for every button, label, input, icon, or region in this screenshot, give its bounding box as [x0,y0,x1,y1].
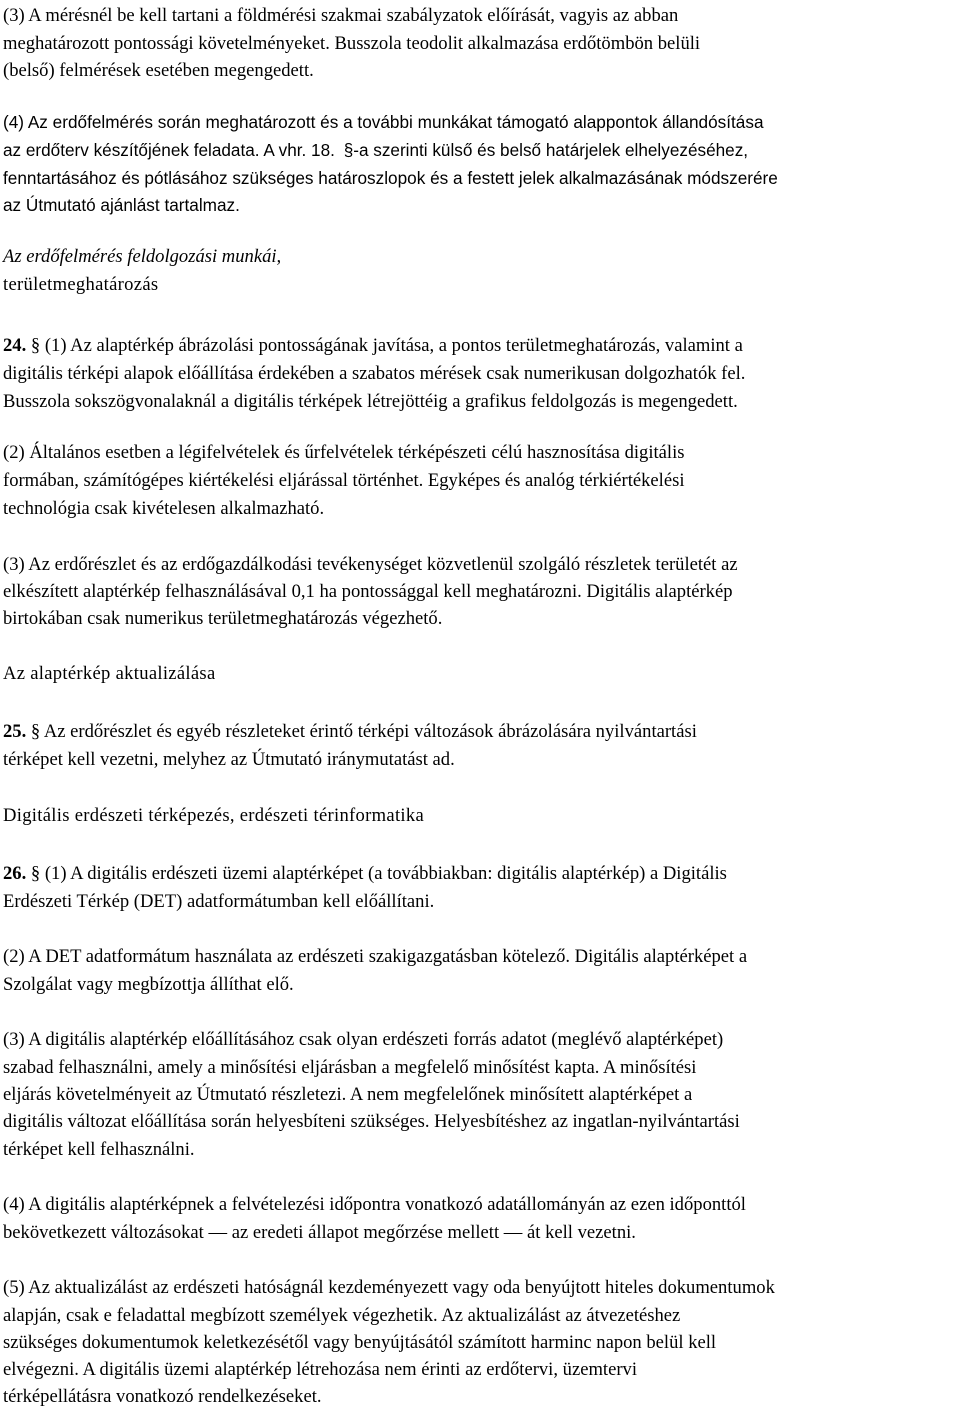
text-line: (3) A digitális alaptérkép előállításához csak olyan erdészeti forrás adatot (meglévő alaptérképet) [3,1029,724,1050]
text-line: bekövetkezett változásokat — az eredeti állapot megőrzése mellett — át kell vezetni. [3,1222,636,1243]
section-heading-digital: Digitális erdészeti térképezés, erdészeti térinformatika [3,805,425,826]
text-line: (2) Általános esetben a légifelvételek és űrfelvételek térképészeti célú hasznosítása digitális [3,442,685,463]
text-line: Szolgálat vagy megbízottja állíthat elő. [3,974,294,995]
text-line: (belső) felmérések esetében megengedett. [3,60,314,81]
text-line: (2) A DET adatformátum használata az erdészeti szakigazgatásban kötelező. Digitális alaptérképet a [3,946,748,967]
section-number: 25. [3,721,27,742]
text-line: fenntartásához és pótlásához szükséges határoszlopok és a festett jelek alkalmazásának módszerére [3,168,778,188]
text-fragment: §-a szerinti külső és belső határjelek elhelyezéséhez, [343,140,749,160]
text-line [3,137,960,165]
text-line: technológia csak kivételesen alkalmazható. [3,498,325,519]
text-line: (3) A mérésnél be kell tartani a földmérési szakmai szabályzatok előírását, vagyis az abban [3,5,679,26]
text-line: térképet kell vezetni, melyhez az Útmutató iránymutatást ad. [3,749,455,770]
text-line: (5) Az aktualizálást az erdészeti hatóságnál kezdeményezett vagy oda benyújtott hiteles dokumentumok [3,1277,775,1298]
heading-line: területmeghatározás [3,274,159,295]
text-line [3,332,743,360]
text-fragment: § (1) Az alaptérkép ábrázolási pontosságának javítása, a pontos területmeghatározás, valamint a [30,335,743,356]
text-line: szükséges dokumentumok keletkezésétől vagy benyújtásától számított harminc napon belül kell [3,1332,717,1353]
text-line: szabad felhasználni, amely a minősítési eljárásban a megfelelő minősítést kapta. A minősítési [3,1057,697,1078]
text-line: eljárás követelményeit az Útmutató részletezi. A nem megfelelőnek minősített alaptérképet a [3,1084,693,1105]
text-line [3,860,727,888]
text-line: formában, számítógépes kiértékelési eljárással történhet. Egyképes és analóg térkiértékelési [3,470,685,491]
text-line: alapján, csak e feladattal megbízott személyek végezhetik. Az aktualizálást az átvezetéshez [3,1305,681,1326]
section-number: 26. [3,863,27,884]
section-number: 24. [3,335,27,356]
text-line: Busszola sokszögvonalaknál a digitális térképek létrejöttéig a grafikus feldolgozás is megengedett. [3,391,738,412]
text-line: térképellátásra vonatkozó rendelkezéseket. [3,1386,322,1407]
text-fragment: az erdőterv készítőjének feladata. A vhr. 18. [3,140,335,160]
text-fragment: § Az erdőrészlet és egyéb részleteket érintő térképi változások ábrázolására nyilvántartási [30,721,697,742]
text-line: (3) Az erdőrészlet és az erdőgazdálkodási tevékenységet közvetlenül szolgáló részletek területét az [3,554,738,575]
heading-line: Az erdőfelmérés feldolgozási munkái, [3,246,282,267]
text-fragment: § (1) A digitális erdészeti üzemi alaptérképet (a továbbiakban: digitális alaptérkép) a Digitális [30,863,727,884]
text-line: (4) A digitális alaptérképnek a felvételezési időpontra vonatkozó adatállományán az ezen időponttól [3,1194,746,1215]
text-line: térképet kell felhasználni. [3,1139,195,1160]
text-line: az Útmutató ajánlást tartalmaz. [3,195,240,215]
section-heading-update: Az alaptérkép aktualizálása [3,663,216,684]
text-line: digitális változat előállítása során helyesbíteni szükséges. Helyesbítéshez az ingatlan-nyilvántartási [3,1111,740,1132]
text-line: meghatározott pontossági követelményeket. Busszola teodolit alkalmazása erdőtömbön belüli [3,33,701,54]
text-line: elvégezni. A digitális üzemi alaptérkép létrehozása nem érinti az erdőtervi, üzemtervi [3,1359,637,1380]
text-line: (4) Az erdőfelmérés során meghatározott és a további munkákat támogató alappontok állandósítása [3,112,764,132]
text-line: Erdészeti Térkép (DET) adatformátumban kell előállítani. [3,891,435,912]
text-line: elkészített alaptérkép felhasználásával 0,1 ha pontossággal kell meghatározni. Digitális alaptérkép [3,581,733,602]
text-line [3,718,697,746]
text-line: birtokában csak numerikus területmeghatározás végezhető. [3,608,443,629]
text-line: digitális térképi alapok előállítása érdekében a szabatos mérések csak numerikusan dolgozhatók fel. [3,363,746,384]
